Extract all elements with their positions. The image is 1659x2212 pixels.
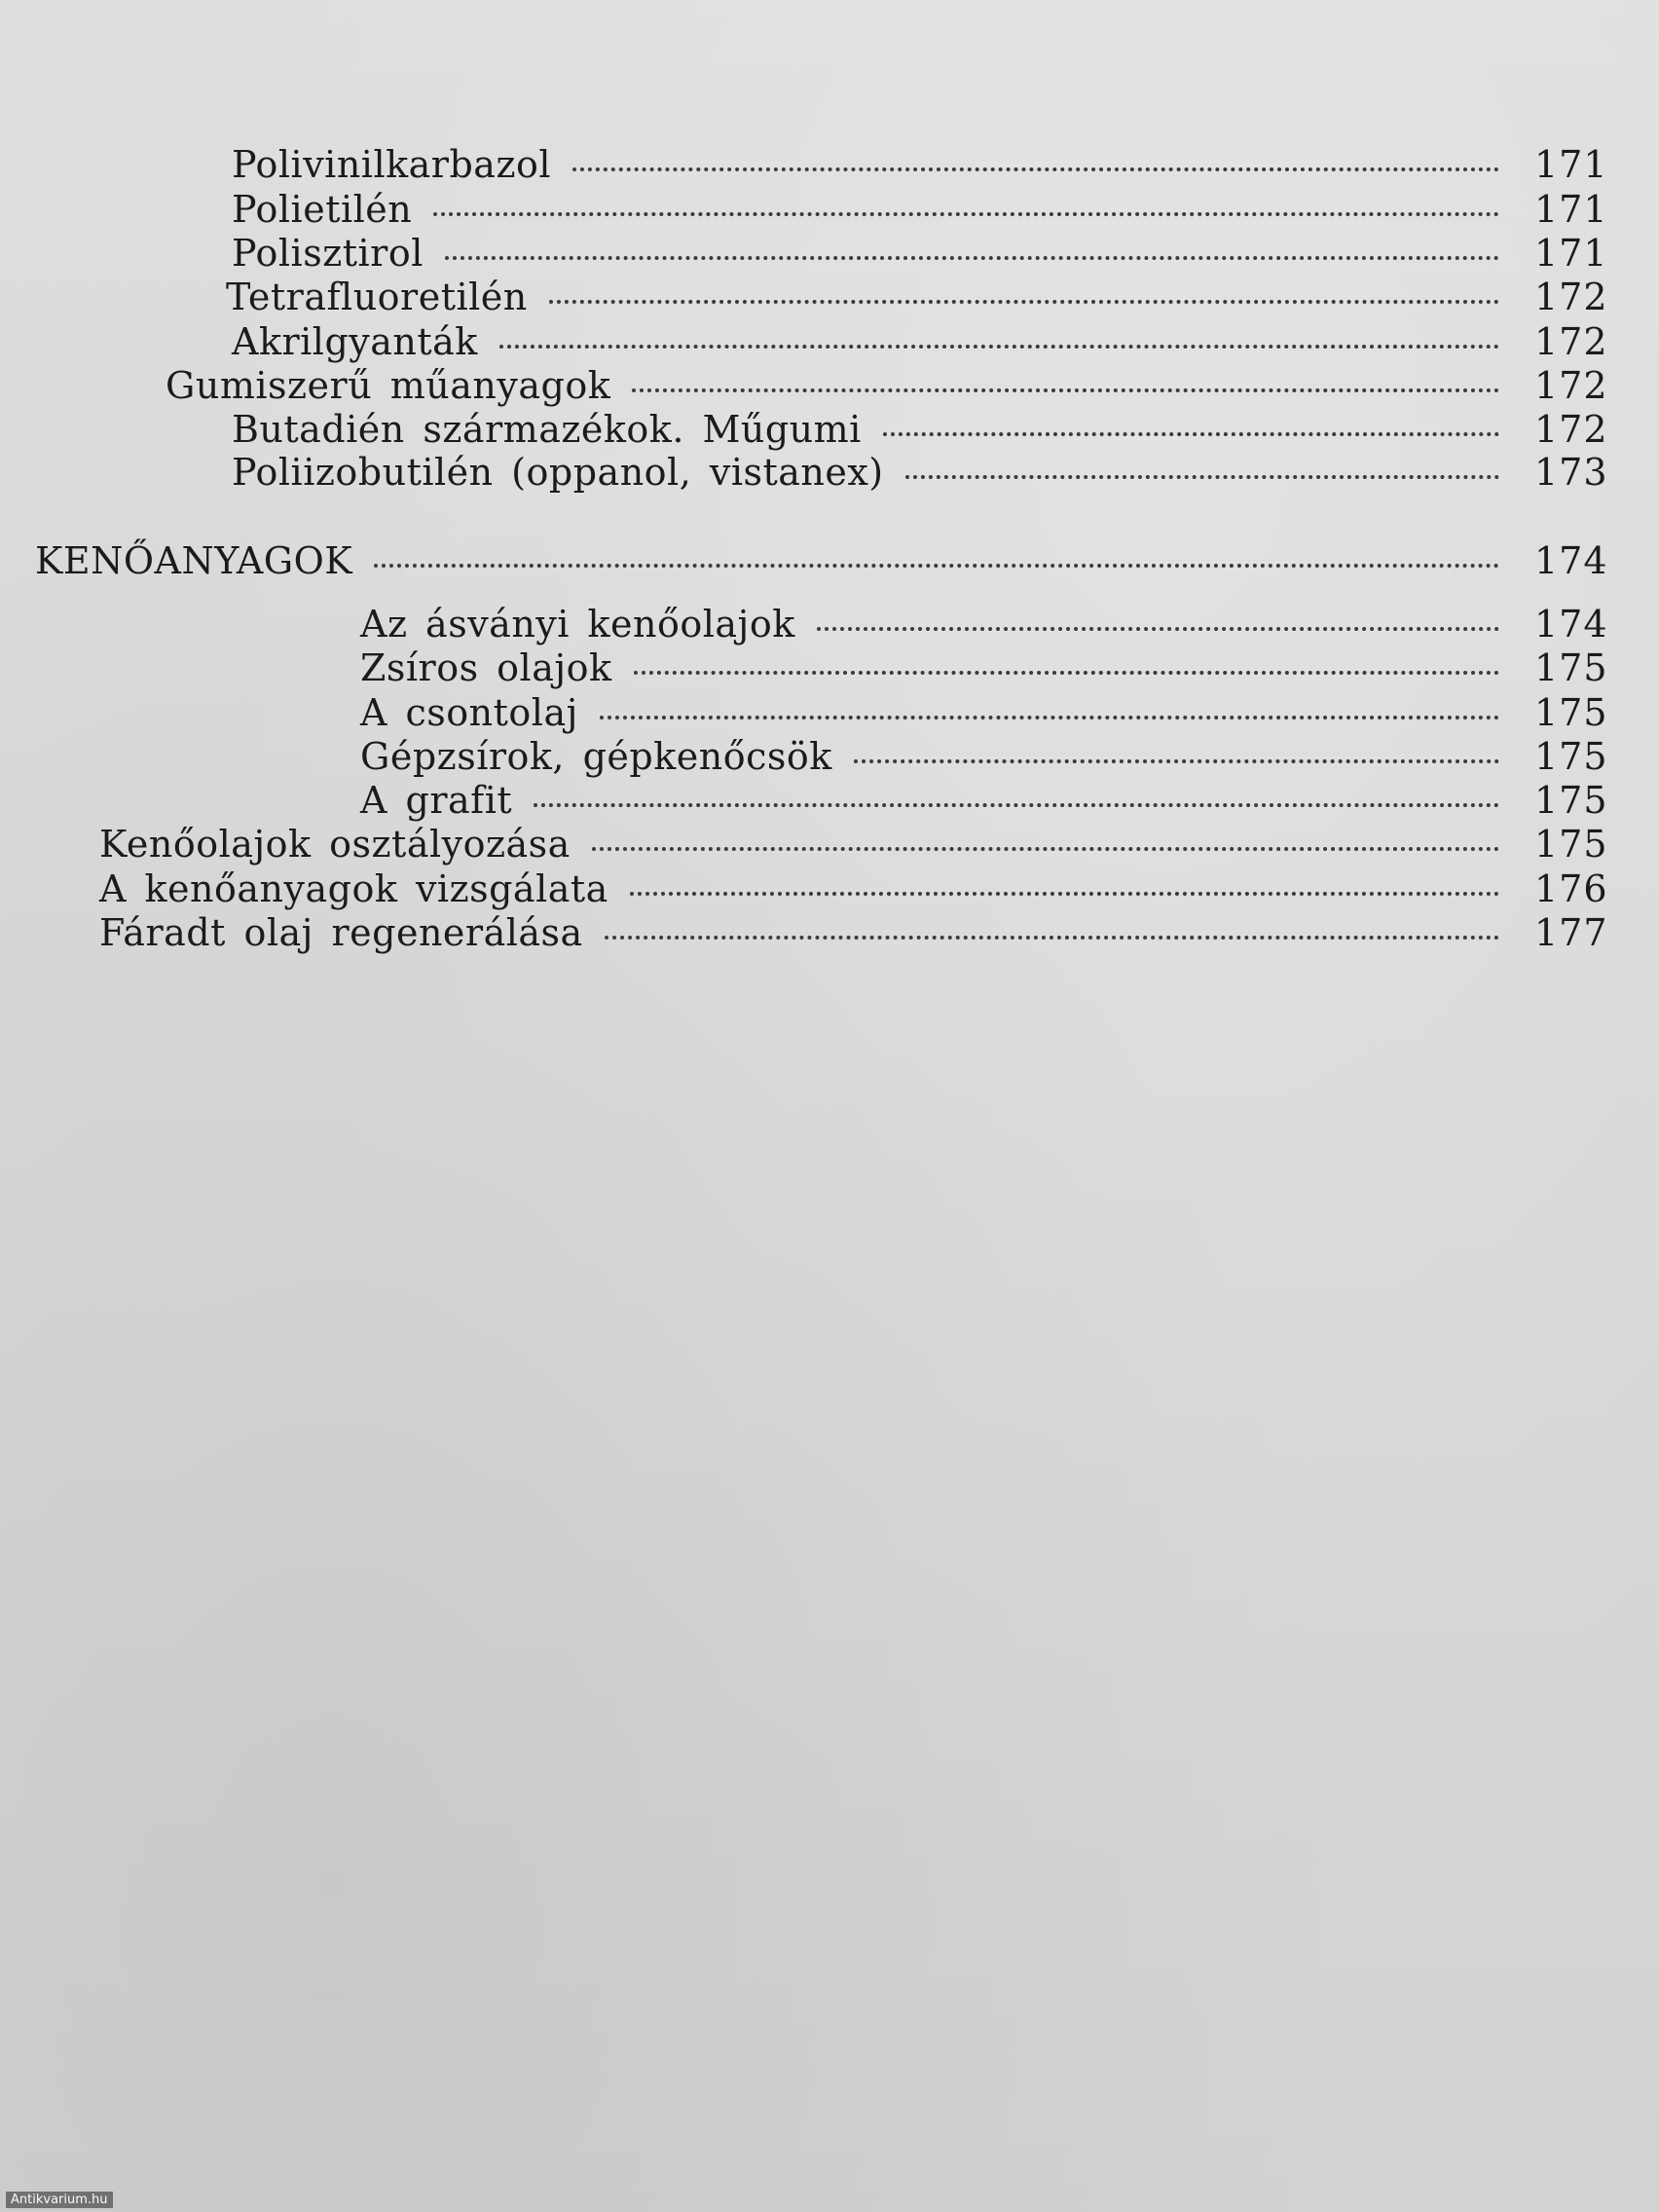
toc-entry-title: Polisztirol (232, 232, 424, 275)
toc-page-number: 172 (1534, 320, 1608, 363)
toc-page-number: 172 (1534, 408, 1608, 451)
toc-entry-faradt-olaj (99, 910, 1608, 955)
dot-leader (600, 716, 1499, 719)
toc-entry-gepzsirok (360, 734, 1608, 779)
toc-page-number: 172 (1534, 276, 1608, 318)
toc-entry-polisztirol (232, 231, 1608, 276)
toc-entry-title: A kenőanyagok vizsgálata (99, 867, 608, 910)
toc-page-number: 174 (1534, 603, 1608, 645)
toc-entry-kenoanyagok-vizsgalata (99, 866, 1608, 911)
toc-entry-tetrafluoretilen (226, 275, 1608, 319)
dot-leader (883, 432, 1499, 436)
dot-leader (592, 847, 1499, 851)
toc-page-number: 175 (1534, 779, 1608, 822)
toc-entry-title: Fáradt olaj regenerálása (99, 911, 583, 954)
toc-entry-title: Poliizobutilén (oppanol, vistanex) (232, 451, 884, 494)
dot-leader (854, 759, 1499, 763)
toc-page-number: 175 (1534, 691, 1608, 734)
toc-page-number: 173 (1534, 451, 1608, 494)
toc-entry-title: Gumiszerű műanyagok (166, 364, 611, 407)
toc-page-number: 177 (1534, 911, 1608, 954)
toc-entry-title: Butadién származékok. Műgumi (232, 408, 862, 451)
toc-entry-title: Zsíros olajok (360, 646, 612, 689)
toc-entry-polietilen (232, 187, 1608, 232)
toc-entry-gumiszeru-muanyagok (166, 363, 1608, 408)
dot-leader (605, 936, 1499, 940)
toc-page-number: 175 (1534, 646, 1608, 689)
toc-entry-title: Polietilén (232, 188, 413, 231)
toc-entry-butadien-szarmazekok (232, 407, 1608, 452)
toc-entry-poliizobutilen (232, 450, 1608, 495)
toc-section-kenoanyagok (35, 538, 1608, 583)
dot-leader (632, 388, 1499, 392)
dot-leader (499, 345, 1499, 349)
toc-entry-title: Gépzsírok, gépkenőcsök (360, 735, 832, 778)
toc-section-title: KENŐANYAGOK (35, 539, 353, 582)
toc-entry-akrilgyantak (232, 319, 1608, 364)
dot-leader (374, 564, 1499, 568)
toc-entry-zsiros-olajok (360, 645, 1608, 690)
toc-page-number: 172 (1534, 364, 1608, 407)
toc-page-number: 171 (1534, 188, 1608, 231)
dot-leader (634, 671, 1499, 675)
toc-page-number: 174 (1534, 539, 1608, 582)
dot-leader (534, 803, 1499, 807)
toc-entry-kenoolajok-osztalyozasa (99, 822, 1608, 866)
toc-entry-title: A csontolaj (360, 691, 578, 734)
toc-page-number: 171 (1534, 143, 1608, 186)
toc-entry-title: Kenőolajok osztályozása (99, 823, 571, 866)
toc-entry-grafit (360, 778, 1608, 823)
dot-leader (630, 892, 1499, 896)
dot-leader (549, 300, 1499, 304)
toc-entry-title: Tetrafluoretilén (226, 276, 528, 318)
watermark: Antikvarium.hu (6, 2192, 113, 2208)
toc-page-number: 176 (1534, 867, 1608, 910)
dot-leader (905, 475, 1499, 479)
toc-entry-asvanyi-kenoolajok (360, 602, 1608, 646)
dot-leader (433, 212, 1499, 216)
toc-entry-title: A grafit (360, 779, 513, 822)
dot-leader (445, 256, 1499, 260)
toc-entry-csontolaj (360, 690, 1608, 735)
toc-page-number: 175 (1534, 735, 1608, 778)
toc-entry-title: Az ásványi kenőolajok (360, 603, 795, 645)
toc-page-number: 175 (1534, 823, 1608, 866)
toc-entry-title: Polivinilkarbazol (232, 143, 551, 186)
toc-page-number: 171 (1534, 232, 1608, 275)
toc-entry-title: Akrilgyanták (232, 320, 478, 363)
dot-leader (572, 167, 1499, 171)
toc-entry-polivinilkarbazol (232, 142, 1608, 187)
dot-leader (817, 627, 1499, 631)
